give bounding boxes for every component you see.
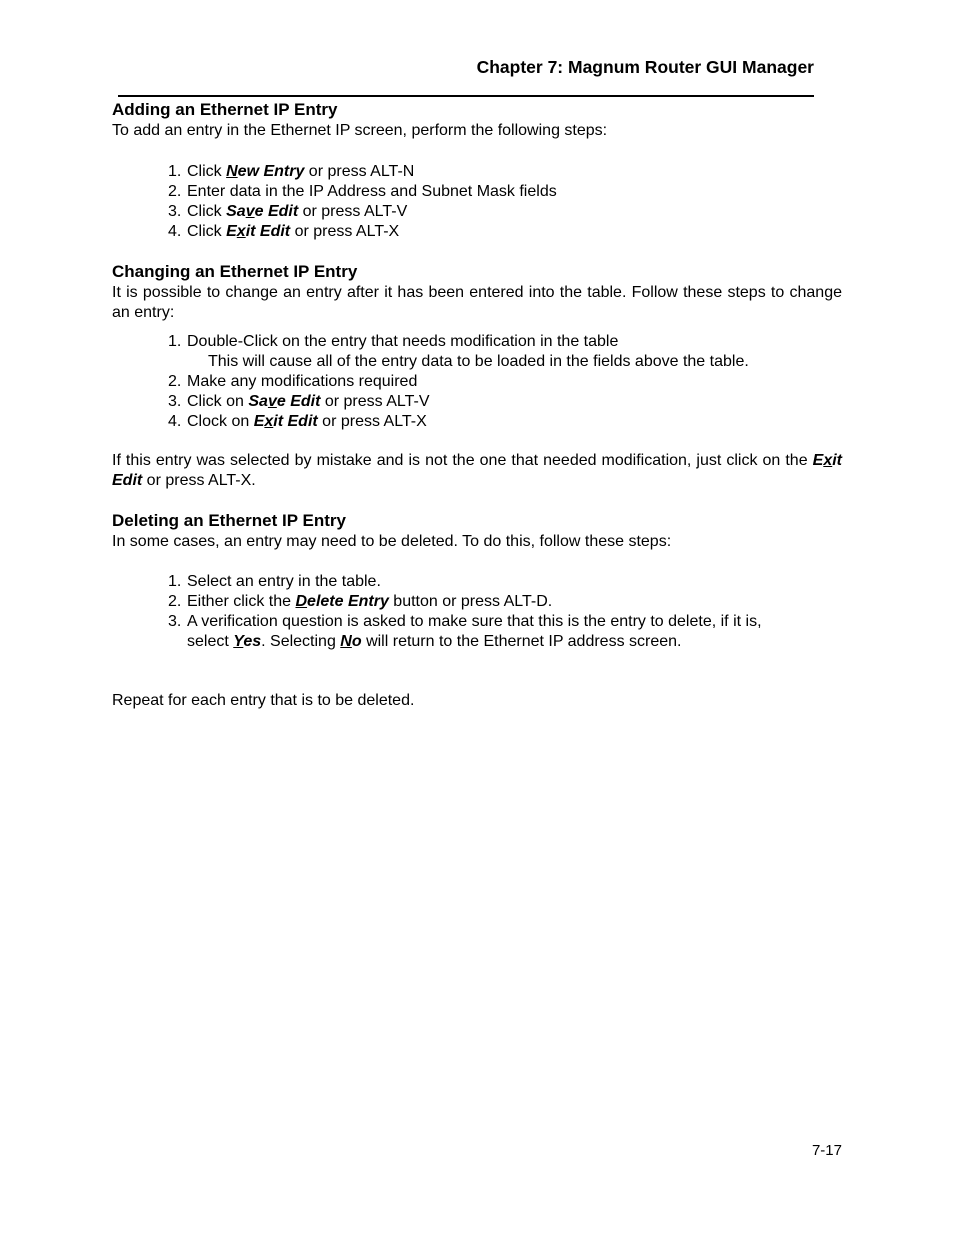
list-item: [112, 372, 842, 392]
step-number: 3.: [168, 203, 182, 220]
step-text: Enter data in the IP Address and Subnet Mask fields: [187, 183, 557, 200]
changing-heading: Changing an Ethernet IP Entry: [112, 262, 358, 281]
step-number: 2.: [168, 183, 182, 200]
step-number: 2.: [168, 373, 182, 390]
list-item: 4. Click Exit Edit or press ALT-X: [168, 223, 400, 240]
step-text: Click: [187, 223, 227, 240]
adding-heading: Adding an Ethernet IP Entry: [112, 100, 338, 119]
changing-intro: It is possible to change an entry after it has been entered into the table. Follow these steps to change an entry:: [112, 284, 842, 321]
list-item: 3. Click on Save Edit or press ALT-V: [168, 393, 430, 410]
step-text: Double-Click on the entry that needs modification in the table: [187, 333, 619, 350]
page-content: [112, 99, 842, 711]
step-number: 1.: [168, 163, 182, 180]
step-number: 4.: [168, 413, 182, 430]
step-text: Select an entry in the table.: [187, 573, 381, 590]
chapter-header: Chapter 7: Magnum Router GUI Manager: [476, 57, 814, 77]
deleting-steps: [112, 572, 842, 652]
step-text: Click: [187, 163, 227, 180]
step-number: 3.: [168, 393, 182, 410]
list-item: [112, 182, 842, 202]
mistake-paragraph: If this entry was selected by mistake and is not the one that needed modification, just click on the Exit Edit or press ALT-X.: [112, 452, 842, 489]
step-note: This will cause all of the entry data to be loaded in the fields above the table.: [208, 353, 749, 370]
header-rule: [118, 95, 814, 97]
step-number: 1.: [168, 333, 182, 350]
exit-edit-command: Exit Edit: [226, 223, 291, 240]
step-number: 1.: [168, 573, 182, 590]
step-text: Make any modifications required: [187, 373, 418, 390]
step-text: Click on: [187, 393, 249, 410]
deleting-intro: In some cases, an entry may need to be deleted. To do this, follow these steps:: [112, 533, 672, 550]
repeat-note: Repeat for each entry that is to be deleted.: [112, 692, 415, 709]
list-item: [112, 572, 842, 592]
exit-edit-command: Exit Edit: [112, 452, 842, 489]
step-number: 2.: [168, 593, 182, 610]
step-number: 3.: [168, 613, 182, 630]
save-edit-command: Save Edit: [226, 203, 299, 220]
adding-intro: To add an entry in the Ethernet IP screen, perform the following steps:: [112, 122, 608, 139]
step-number: 4.: [168, 223, 182, 240]
adding-steps: [112, 162, 842, 242]
no-command: No: [340, 633, 362, 650]
list-item: 4. Clock on Exit Edit or press ALT-X: [168, 413, 427, 430]
list-item: 2. Either click the Delete Entry button or press ALT-D.: [168, 593, 553, 610]
yes-command: Yes: [233, 633, 262, 650]
step-text: A verification question is asked to make sure that this is the entry to delete, if it is, select: [187, 613, 762, 650]
changing-steps: [112, 332, 842, 432]
new-entry-command: New Entry: [226, 163, 305, 180]
page-number: 7-17: [811, 1142, 842, 1159]
step-text: Either click the: [187, 593, 296, 610]
step-text: Clock on: [187, 413, 254, 430]
list-item: [112, 332, 842, 352]
delete-entry-command: Delete Entry: [295, 593, 389, 610]
exit-edit-command: Exit Edit: [253, 413, 318, 430]
save-edit-command: Save Edit: [248, 393, 321, 410]
deleting-heading: Deleting an Ethernet IP Entry: [112, 511, 346, 530]
list-item: 3. A verification question is asked to make sure that this is the entry to delete, if it is, select Yes. Selecting No will return to the Ethernet IP address screen.: [168, 613, 762, 650]
list-item: 1. Click New Entry or press ALT-N: [168, 163, 415, 180]
list-item: 3. Click Save Edit or press ALT-V: [168, 203, 408, 220]
step-text: Click: [187, 203, 227, 220]
